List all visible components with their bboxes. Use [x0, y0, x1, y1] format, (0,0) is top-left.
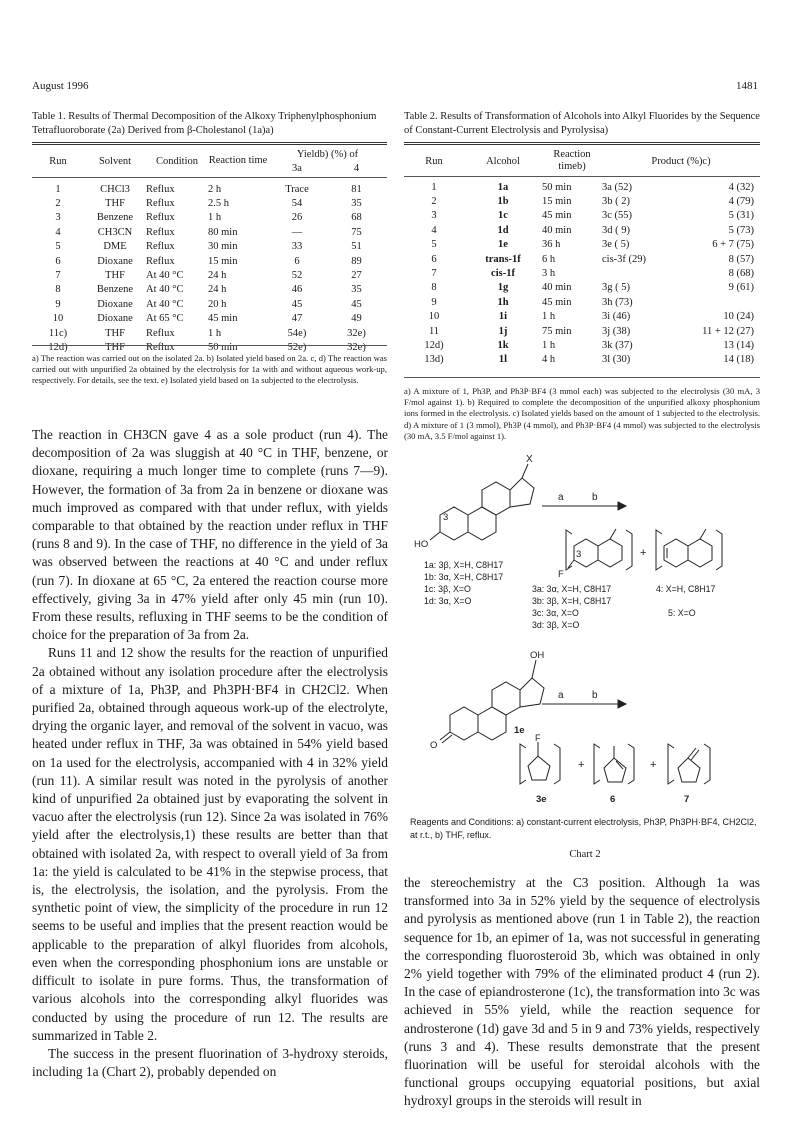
table1-cell: At 40 °C: [146, 284, 184, 296]
table1-cell: 51: [351, 241, 362, 253]
ring-d-1e: [520, 678, 544, 707]
steroid-1e-structure: [440, 660, 544, 743]
table1-cell: 89: [351, 255, 362, 267]
product3e-bracket-left: [520, 744, 526, 784]
left-paragraph-1: The reaction in CH3CN gave 4 as a sole product (run 4). The decomposition of 2a was sluggish at 40 °C in THF, benzene, or dioxane, requiring a much longer time to complete (runs 7—9). However, the formation of 3a from 2a in benzene or dioxane was much improved as compared with that under reflux, with yields comparable to that obtained by the reaction under reflux in THF (runs 8 and 9). In the case of THF, no difference in the yield of 3a was observed between the reactions at 40 °C and under reflux (run 7). In dioxane at 65 °C, 2a entered the reaction course more effectively, giving 3a in 47% yield after only 45 min (run 10). From these results, refluxing in THF seems to be the condition of choice for the preparation of 3a from 2a.: [32, 427, 388, 643]
table2-cell: 4 (79): [728, 196, 754, 208]
table1-cell: At 65 °C: [146, 313, 184, 325]
table2-cell: 13d): [424, 354, 444, 366]
table2-cell: 9 (61): [728, 282, 754, 294]
table1-cell: 45: [291, 298, 303, 310]
table2-cell: 1 h: [542, 339, 556, 351]
product3e-ring-d: [528, 756, 550, 780]
ring-label: 3: [443, 512, 449, 523]
arrowhead-2: [618, 700, 626, 708]
legend-1a: 1a: 3β, X=H, C8H17: [424, 560, 504, 570]
table1-cell: Reflux: [146, 183, 175, 195]
table2-cell: 6 h: [542, 253, 556, 265]
table1-cell: 9: [55, 298, 61, 310]
table1-cell: 2.5 h: [208, 198, 229, 210]
table2-cell: 10 (24): [723, 311, 754, 323]
ring-a-1e: [450, 707, 478, 740]
chart-legend-products: [532, 583, 611, 631]
table1-cell: —: [291, 226, 303, 238]
t2-head-run: Run: [425, 155, 443, 167]
table2-cell: 3b ( 2): [602, 196, 630, 208]
table2-cell: 5: [431, 239, 437, 251]
table2-cell: cis-1f: [491, 268, 515, 280]
table1-cell: 7: [55, 270, 61, 282]
table1-cell: THF: [105, 198, 125, 210]
table2-cell: 2: [431, 196, 437, 208]
table1-cell: 6: [55, 255, 61, 267]
table2-cell: trans-1f: [485, 253, 521, 265]
page-number: 1481: [736, 80, 758, 92]
table1-cell: 32e): [347, 327, 366, 339]
table2-cell: 13 (14): [723, 339, 754, 351]
table1-row: [32, 297, 387, 311]
table2-cell: 45 min: [542, 210, 572, 222]
table1-cell: 80 min: [208, 226, 238, 238]
table1-cell: 12d): [48, 341, 68, 353]
legend-3a: 3a: 3α, X=H, C8H17: [532, 584, 612, 594]
ring-c: [482, 482, 510, 515]
table2-cell: 1 h: [542, 311, 556, 323]
legend-3d: 3d: 3β, X=O: [532, 620, 580, 630]
arrow1-a: a: [558, 492, 564, 503]
table1-cell: Reflux: [146, 341, 175, 353]
table1-cell: 50 min: [208, 341, 238, 353]
legend-3c: 3c: 3α, X=O: [532, 608, 579, 618]
table2-cell: 8: [431, 282, 437, 294]
product4-bracket-left: [656, 530, 662, 570]
legend-4: 4: X=H, C8H17: [656, 584, 716, 594]
table1-bottom-rule: [32, 345, 387, 346]
table1-cell: 49: [351, 313, 362, 325]
table1-cell: 2 h: [208, 183, 222, 195]
table1-row: [32, 225, 387, 239]
product7-methylene-1: [688, 748, 696, 758]
legend-1b: 1b: 3α, X=H, C8H17: [424, 572, 504, 582]
table2-cell: 1c: [498, 210, 508, 222]
ring-b-1e: [478, 707, 506, 740]
table1-cell: 2: [55, 198, 61, 210]
table1-row: [32, 312, 387, 326]
table2-cell: 1k: [497, 339, 509, 351]
table1-cell: DME: [103, 241, 127, 253]
product4-ring-b: [688, 539, 712, 567]
table1-cell: 15 min: [208, 255, 238, 267]
table2-cell: 5 (31): [728, 210, 754, 222]
t1-head-yield: Yieldb) (%) of: [296, 149, 359, 160]
table2-cell: 4 (32): [728, 181, 754, 193]
table2-row: [404, 209, 760, 223]
product7-methylene-2: [691, 750, 699, 760]
product4-bracket-right: [716, 530, 722, 570]
t2-head-time: Reaction timeb): [553, 149, 591, 172]
table2-cell: [682, 295, 760, 309]
table1-cell: 24 h: [208, 284, 227, 296]
steroid-1-structure: [430, 464, 534, 540]
table1-cell: Reflux: [146, 327, 175, 339]
table2-cell: 1a: [497, 181, 509, 193]
table1-row: [32, 283, 387, 297]
table2-row: [404, 324, 760, 338]
table1-cell: Benzene: [96, 284, 134, 296]
x-bond: [522, 464, 528, 478]
table2-cell: 10: [428, 311, 440, 323]
table2-cell: 15 min: [542, 196, 572, 208]
table1-cell: 81: [351, 183, 362, 195]
table2-cell: cis-3f (29): [602, 253, 647, 265]
table1-cell: 20 h: [208, 298, 227, 310]
product-6-structure: [594, 744, 634, 784]
table1-cell: THF: [105, 341, 125, 353]
table1-cell: THF: [105, 270, 125, 282]
table2-cell: 1j: [498, 325, 508, 337]
ho-bond: [430, 532, 440, 540]
ring-c-1e: [492, 682, 520, 715]
table2-cell: 3d ( 9): [602, 224, 630, 236]
product3-f-label: F: [558, 569, 564, 580]
left-paragraph-3: The success in the present fluorination of 3-hydroxy steroids, including 1a (Chart 2), probably depended on: [32, 1045, 388, 1080]
product7-bracket-right: [704, 744, 710, 784]
table1-cell: 6: [294, 255, 300, 267]
table2-body: [404, 180, 760, 367]
table2-cell: 3e ( 5): [602, 239, 630, 251]
product7-ring-d: [678, 758, 700, 782]
table1-cell: 33: [291, 241, 303, 253]
table1-cell: 27: [351, 270, 362, 282]
table2-cell: 3j (38): [602, 325, 631, 337]
table2-cell: 3i (46): [602, 311, 631, 323]
t2-head-product: Product (%)c): [651, 155, 711, 167]
label-7: 7: [684, 794, 690, 805]
t1-head-3a: 3a: [292, 163, 302, 174]
table2-cell: 1l: [498, 354, 508, 366]
table2-cell: 40 min: [542, 282, 572, 294]
table1-cell: At 40 °C: [146, 270, 184, 282]
table2-cell: 3g ( 5): [602, 282, 630, 294]
table2-cell: 6: [431, 253, 437, 265]
table1-cell: 52: [291, 270, 303, 282]
product4-ring-a: [664, 539, 688, 567]
left-column: [32, 426, 388, 1081]
chart-title: Chart 2: [569, 849, 601, 860]
product3-bracket-right: [626, 530, 632, 570]
table1-cell: 75: [351, 226, 362, 238]
product6-bracket-left: [594, 744, 600, 784]
table2-cell: 8 (57): [728, 253, 754, 265]
legend-1d: 1d: 3α, X=O: [424, 596, 472, 606]
arrow1-b: b: [592, 492, 598, 503]
table2-cell: 4 h: [542, 354, 556, 366]
t1-head-time: Reaction time: [208, 155, 268, 166]
x-label: X: [526, 454, 533, 465]
table2-cell: 11: [428, 325, 440, 337]
table2-cell: 40 min: [542, 224, 572, 236]
table1-cell: Reflux: [146, 241, 175, 253]
table1-cell: 1: [55, 183, 61, 195]
table1-cell: 35: [351, 198, 362, 210]
ho-label: HO: [414, 539, 429, 550]
label-3e: 3e: [536, 794, 547, 805]
product3-bond: [610, 529, 616, 539]
table1-footnote: a) The reaction was carried out on the isolated 2a. b) Isolated yield based on 2a. c, d) The reaction was carried out with unpurified 2a obtained by the electrolysis for 1a with and without aqueous work-up, respectively. For details, see the text. e) Isolated yield based on 1a subjected to the electrolysis.: [32, 353, 387, 386]
table1-cell: 3: [55, 212, 61, 224]
table2-caption: Table 2. Results of Transformation of Alcohols into Alkyl Fluorides by the Sequence of Constant-Current Electrolysis and Pyrolysisa): [404, 111, 760, 136]
arrow2-b: b: [592, 690, 598, 701]
table1-cell: 68: [351, 212, 362, 224]
plus-1: +: [640, 547, 647, 559]
carbonyl-bond: [440, 732, 450, 740]
table2-cell: 1h: [497, 296, 509, 308]
table1-cell: Dioxane: [97, 298, 133, 310]
table2-cell: 1i: [498, 311, 508, 323]
table2-row: [404, 238, 760, 252]
t1-head-run: Run: [49, 155, 67, 167]
table2-row: [404, 310, 760, 324]
legend-5: 5: X=O: [668, 608, 696, 618]
table1-cell: 45: [351, 298, 362, 310]
table1-cell: 26: [291, 212, 303, 224]
table1-cell: 4: [55, 226, 61, 238]
table2-cell: 6 + 7 (75): [712, 239, 754, 251]
table2-cell: 3 h: [542, 268, 556, 280]
ring-d: [510, 478, 534, 507]
table1-body: [32, 182, 387, 355]
table2-cell: 11 + 12 (27): [702, 325, 754, 337]
table2-row: [404, 252, 760, 266]
carbonyl-bond-2: [442, 735, 452, 743]
table1-cell: Reflux: [146, 255, 175, 267]
table1-cell: 45 min: [208, 313, 238, 325]
t2-head-alcohol: Alcohol: [486, 155, 520, 167]
product3-ring-b: [598, 539, 622, 567]
right-paragraph-1: the stereochemistry at the C3 position. Although 1a was transformed into 3a in 52% yield by the sequence of electrolysis and pyrolysis as mentioned above (run 1 in Table 2), the reaction sequence for 1b, an epimer of 1a, was not successful in generating the corresponding fluorosteroid 3b, which was obtained in only 2% yield together with 79% of the eliminated product 4 (run 2). In the case of epiandrosterone (1c), the transformation into 3c was achieved in 55% yield, while the reaction sequence for androsterone (1d) gave 3d and 5 in 9 and 73% yields, respectively (runs 3 and 4). These results demonstrate that the present fluorination will be useful for steroidal alcohols with the functional groups occupying equatorial positions, but axial hydroxyl groups in the steroids will result in: [404, 875, 760, 1109]
table2-top-rule: [404, 142, 760, 145]
table2-cell: 8 (68): [728, 268, 754, 280]
table2-cell: 1b: [497, 196, 509, 208]
table1-cell: 24 h: [208, 270, 227, 282]
product3e-bracket-right: [554, 744, 560, 784]
ring-b: [468, 507, 496, 540]
table2-row: [404, 180, 760, 194]
table2-bottom-rule: [404, 377, 760, 378]
table1-cell: 1 h: [208, 327, 222, 339]
product7-bracket-left: [668, 744, 674, 784]
chart2-drawing: [410, 450, 760, 850]
arrowhead-1: [618, 502, 626, 510]
table1-cell: CH3CN: [97, 226, 133, 238]
arrow2-a: a: [558, 690, 564, 701]
table1: [32, 147, 387, 355]
table1-row: [32, 254, 387, 268]
table1-row: [32, 196, 387, 210]
table1-cell: 47: [291, 313, 303, 325]
table1-cell: Trace: [285, 183, 309, 195]
table2-row: [404, 266, 760, 280]
table1-cell: 54e): [287, 327, 307, 339]
o-label: O: [430, 740, 438, 751]
table2-cell: 75 min: [542, 325, 572, 337]
table2-cell: 1g: [497, 282, 509, 294]
product-7-structure: [668, 744, 710, 784]
table2-row: [404, 194, 760, 208]
table1-top-rule: [32, 142, 387, 145]
table1-cell: Dioxane: [97, 255, 133, 267]
table1-row: [32, 268, 387, 282]
table1-caption: Table 1. Results of Thermal Decomposition of the Alkoxy Triphenylphosphonium Tetrafluoroborate (2a) Derived from β-Cholestanol (1a)a): [32, 111, 377, 136]
legend-3b: 3b: 3β, X=H, C8H17: [532, 596, 612, 606]
product6-bracket-right: [628, 744, 634, 784]
table2-cell: 3c (55): [602, 210, 633, 222]
table1-cell: Reflux: [146, 226, 175, 238]
table1-cell: At 40 °C: [146, 298, 184, 310]
t1-head-4: 4: [353, 163, 360, 174]
table2-cell: 12d): [424, 339, 444, 351]
table2-row: [404, 281, 760, 295]
table1-grid: [32, 147, 387, 355]
table1-cell: 46: [291, 284, 303, 296]
table1-cell: THF: [105, 327, 125, 339]
table2-cell: 50 min: [542, 181, 572, 193]
product4-bond: [700, 529, 706, 539]
table2-cell: 9: [431, 296, 437, 308]
table2-cell: 14 (18): [723, 354, 754, 366]
oh-label: OH: [530, 650, 545, 661]
table1-cell: CHCl3: [100, 183, 130, 195]
table2-cell: [602, 266, 682, 280]
table1-cell: 54: [291, 198, 303, 210]
oh-bond: [532, 660, 536, 678]
table1-cell: 52e): [287, 341, 307, 353]
table1-row: [32, 182, 387, 196]
legend-1c: 1c: 3β, X=O: [424, 584, 471, 594]
table2: [404, 148, 760, 367]
table1-cell: Reflux: [146, 198, 175, 210]
table1-cell: 10: [52, 313, 64, 325]
table2-cell: 3l (30): [602, 354, 631, 366]
table2-cell: 3a (52): [602, 181, 633, 193]
table1-cell: 5: [55, 241, 61, 253]
table2-cell: 1d: [497, 224, 509, 236]
table2-row: [404, 353, 760, 367]
table1-cell: 30 min: [208, 241, 238, 253]
plus-2: +: [578, 759, 585, 771]
table1-row: [32, 240, 387, 254]
product3-ring-label: 3: [576, 549, 582, 560]
table1-cell: Dioxane: [97, 313, 133, 325]
product6-ring-d: [604, 758, 626, 782]
table2-cell: 5 (73): [728, 224, 754, 236]
table2-row: [404, 338, 760, 352]
table2-cell: 1e: [498, 239, 508, 251]
t1-head-condition: Condition: [155, 155, 198, 167]
table1-row: [32, 211, 387, 225]
table2-row: [404, 223, 760, 237]
left-paragraph-2: Runs 11 and 12 show the results for the reaction of unpurified 2a obtained without any isolation procedure after the electrolysis of a mixture of 1a, Ph3P, and Ph3PH·BF4 in CH2Cl2. When purified 2a, obtained through aqueous work-up of the electrolyte, drying the organic layer, and removal of the solvent in vacuo, was heated under reflux in THF, 3a was obtained in 54% yield based on 1a used for the electrolysis, accompanied with 4 in 32% yield (run 11). A similar result was noted in the pyrolysis of another kind of unpurified 2a obtained just by evaporating the solvent in vacuo after the electrolysis (run 12). Since 2a was isolated in 76% yield after the electrolysis,1) these results are better than that obtained with isolated 2a, with respect to overall yield of 3a from 1a: the yield is calculated to be 41% in the stepwise process, that is, the electrolysis, the isolation, and the pyrolysis. From the synthetic point of view, the simplicity of the procedure in run 12 seems to be useful and implies that the present reaction would be applicable to the preparation of alkyl fluorides from alcohols, even when the corresponding phosphonium ions are unstable or difficult to isolate in pure forms. Thus, the transformation of various alcohols into the corresponding alkyl fluorides was conducted by using the procedure of run 12. The results are summarized in Table 2.: [32, 645, 388, 1043]
table2-grid: [404, 148, 760, 367]
table1-cell: 8: [55, 284, 61, 296]
right-column: [404, 874, 760, 1111]
chart2: [410, 450, 760, 850]
table1-cell: Reflux: [146, 212, 175, 224]
product-4-structure: [656, 529, 722, 570]
product-3e-structure: [520, 742, 560, 784]
table1-cell: Benzene: [96, 212, 134, 224]
table2-cell: 3: [431, 210, 437, 222]
table2-footnote: a) A mixture of 1, Ph3P, and Ph3P·BF4 (3 mmol each) was subjected to the electrolysis (30 mA, 3 F/mol against 1). b) Required to complete the decomposition of the unpurified alkoxy phosphonium ions formed in the electrolysis. c) Isolated yields based on the amount of 1 subjected to the electrolysis. d) A mixture of 1 (3 mmol), Ph3P (4 mmol), and Ph3P·BF4 (4 mmol) was subjected to the electrolysis (30 mA, 3.5 F/mol against 1).: [404, 386, 760, 441]
table1-cell: 1 h: [208, 212, 222, 224]
table2-row: [404, 295, 760, 309]
chart-reagents: Reagents and Conditions: a) constant-current electrolysis, Ph3P, Ph3PH·BF4, CH2Cl2, at r.t., b) THF, reflux.: [410, 817, 757, 840]
product3e-f-label: F: [535, 733, 541, 743]
running-date: August 1996: [32, 80, 89, 92]
chart-legend-left: [424, 559, 503, 607]
label-6: 6: [610, 794, 616, 805]
t1-head-solvent: Solvent: [98, 155, 132, 167]
table2-cell: 4: [431, 224, 437, 236]
table2-cell: 7: [431, 268, 437, 280]
table2-cell: 36 h: [542, 239, 561, 251]
plus-3: +: [650, 759, 657, 771]
table2-cell: 3k (37): [602, 339, 633, 351]
table1-row: [32, 326, 387, 340]
table2-cell: 45 min: [542, 296, 572, 308]
table1-cell: 11c): [48, 327, 68, 339]
table2-cell: 1: [431, 181, 437, 193]
table2-cell: 3h (73): [602, 296, 633, 308]
table1-cell: 35: [351, 284, 362, 296]
label-1e: 1e: [514, 725, 525, 736]
table1-cell: 32e): [347, 341, 366, 353]
